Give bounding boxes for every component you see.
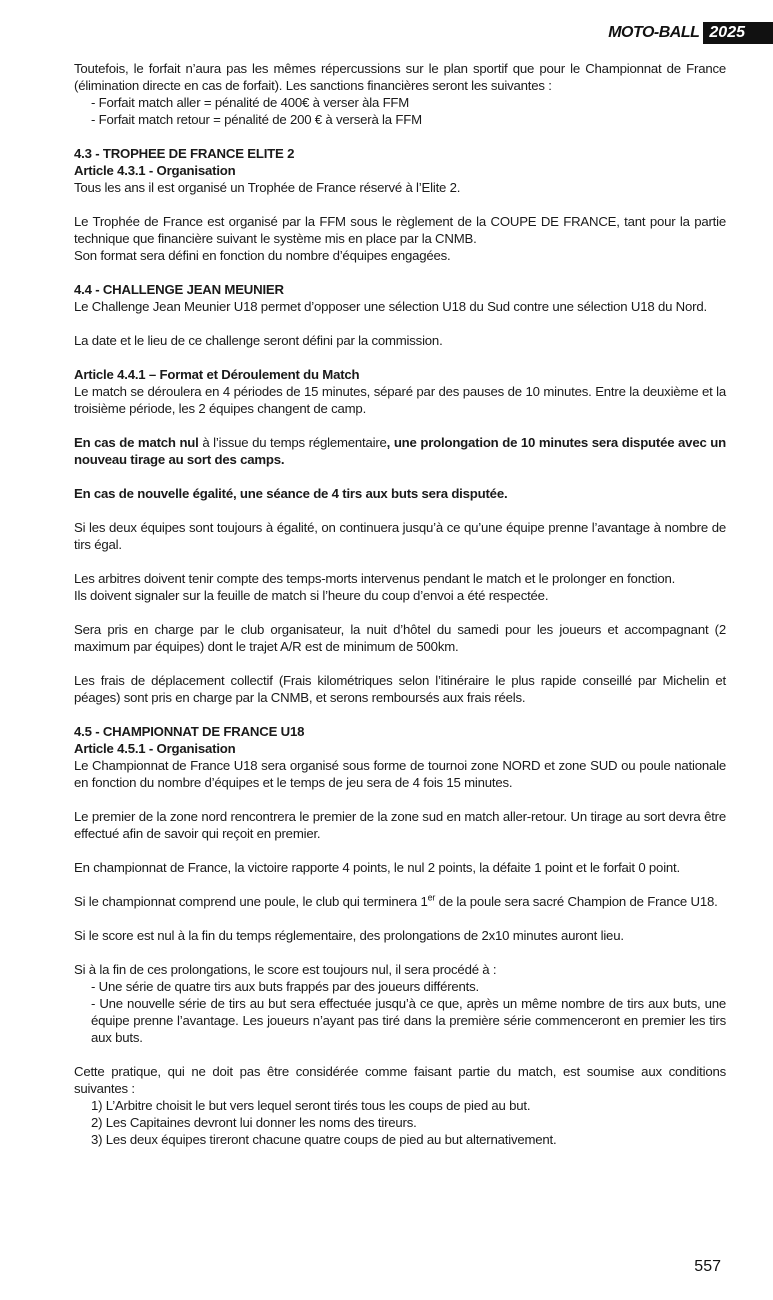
paragraph: Sera pris en charge par le club organisateur, la nuit d’hôtel du samedi pour les joueurs et accompagnant (2 maximum par équipes) dont le trajet A/R est de minimum de 500km. bbox=[74, 622, 726, 654]
paragraph: Le match se déroulera en 4 périodes de 15 minutes, séparé par des pauses de 10 minutes. Entre la deuxième et la troisième période, les 2 équipes changent de camp. bbox=[74, 384, 726, 416]
bold-text: , une prolongation de 10 minutes sera disputée avec un nouveau tirage au sort des camps. bbox=[74, 435, 726, 467]
list-item: - Une série de quatre tirs aux buts frappés par des joueurs différents. bbox=[91, 979, 479, 994]
paragraph: Le premier de la zone nord rencontrera le premier de la zone sud en match aller-retour. Un tirage au sort devra être effectué afin de savoir qui reçoit en premier. bbox=[74, 809, 726, 841]
superscript: er bbox=[427, 892, 436, 903]
normal-text: à l’issue du temps réglementaire bbox=[198, 435, 387, 450]
paragraph: Si les deux équipes sont toujours à égalité, on continuera jusqu’à ce qu’une équipe prenne l’avantage à nombre de tirs égal. bbox=[74, 520, 726, 552]
text: de la poule sera sacré Champion de France U18. bbox=[435, 894, 718, 909]
paragraph: Le Championnat de France U18 sera organisé sous forme de tournoi zone NORD et zone SUD ou poule nationale en fonction du nombre d’équipes et le temps de jeu sera de 4 fois 15 minutes. bbox=[74, 758, 726, 790]
paragraph: En cas de nouvelle égalité, une séance de 4 tirs aux buts sera disputée. bbox=[74, 486, 508, 501]
text: Si le championnat comprend une poule, le club qui terminera 1 bbox=[74, 894, 428, 909]
intro-item-2: - Forfait match retour = pénalité de 200 € à verserà la FFM bbox=[91, 112, 422, 127]
article-title-4-4-1: Article 4.4.1 – Format et Déroulement du Match bbox=[74, 367, 360, 382]
bold-text: En cas de match nul bbox=[74, 435, 199, 450]
paragraph: En championnat de France, la victoire rapporte 4 points, le nul 2 points, la défaite 1 point et le forfait 0 point. bbox=[74, 860, 680, 875]
paragraph: Les arbitres doivent tenir compte des temps-morts intervenus pendant le match et le prolonger en fonction. bbox=[74, 571, 676, 586]
header-badge bbox=[608, 22, 773, 44]
section-title-4-4: 4.4 - CHALLENGE JEAN MEUNIER bbox=[74, 282, 284, 297]
article-title-4-3-1: Article 4.3.1 - Organisation bbox=[74, 163, 236, 178]
list-item: 1) L’Arbitre choisit le but vers lequel seront tirés tous les coups de pied au but. bbox=[91, 1098, 531, 1113]
paragraph: Les frais de déplacement collectif (Frais kilométriques selon l’itinéraire le plus rapide conseillé par Michelin et péages) sont pris en charge par la CNMB, et serons remboursés aux frais réels. bbox=[74, 673, 726, 705]
paragraph: Son format sera défini en fonction du nombre d’équipes engagées. bbox=[74, 248, 451, 263]
page-number: 557 bbox=[694, 1258, 721, 1275]
brand-title: MOTO-BALL bbox=[608, 24, 700, 41]
document-body bbox=[74, 60, 726, 1148]
paragraph: Si à la fin de ces prolongations, le score est toujours nul, il sera procédé à : bbox=[74, 962, 497, 977]
paragraph: Tous les ans il est organisé un Trophée de France réservé à l’Elite 2. bbox=[74, 180, 461, 195]
paragraph-champion bbox=[74, 893, 726, 910]
intro-item-1: - Forfait match aller = pénalité de 400€ à verser àla FFM bbox=[91, 95, 410, 110]
section-title-4-3: 4.3 - TROPHEE DE FRANCE ELITE 2 bbox=[74, 146, 295, 161]
list-item: - Une nouvelle série de tirs au but sera effectuée jusqu’à ce que, après un même nombre de tirs aux buts, une équipe prenne l’avantage. Les joueurs n’ayant pas tiré dans la première série commenceront en premier les tirs aux buts. bbox=[91, 996, 726, 1045]
article-title-4-5-1: Article 4.5.1 - Organisation bbox=[74, 741, 236, 756]
list-item: 2) Les Capitaines devront lui donner les noms des tireurs. bbox=[91, 1115, 417, 1130]
paragraph-match-nul bbox=[74, 434, 726, 468]
list-item: 3) Les deux équipes tireront chacune quatre coups de pied au but alternativement. bbox=[91, 1132, 557, 1147]
paragraph: Si le score est nul à la fin du temps réglementaire, des prolongations de 2x10 minutes auront lieu. bbox=[74, 928, 624, 943]
year-badge: 2025 bbox=[703, 22, 773, 44]
intro-paragraph: Toutefois, le forfait n’aura pas les mêmes répercussions sur le plan sportif que pour le Championnat de France (élimination directe en cas de forfait). Les sanctions financières seront les suivantes : bbox=[74, 61, 726, 93]
paragraph: Le Trophée de France est organisé par la FFM sous le règlement de la COUPE DE FRANCE, tant pour la partie technique que financière suivant le système mis en place par la CNMB. bbox=[74, 214, 726, 246]
paragraph: Cette pratique, qui ne doit pas être considérée comme faisant partie du match, est soumise aux conditions suivantes : bbox=[74, 1064, 726, 1096]
paragraph: La date et le lieu de ce challenge seront défini par la commission. bbox=[74, 333, 443, 348]
section-title-4-5: 4.5 - CHAMPIONNAT DE FRANCE U18 bbox=[74, 724, 305, 739]
paragraph: Ils doivent signaler sur la feuille de match si l’heure du coup d’envoi a été respectée. bbox=[74, 588, 549, 603]
paragraph: Le Challenge Jean Meunier U18 permet d’opposer une sélection U18 du Sud contre une sélection U18 du Nord. bbox=[74, 299, 707, 314]
